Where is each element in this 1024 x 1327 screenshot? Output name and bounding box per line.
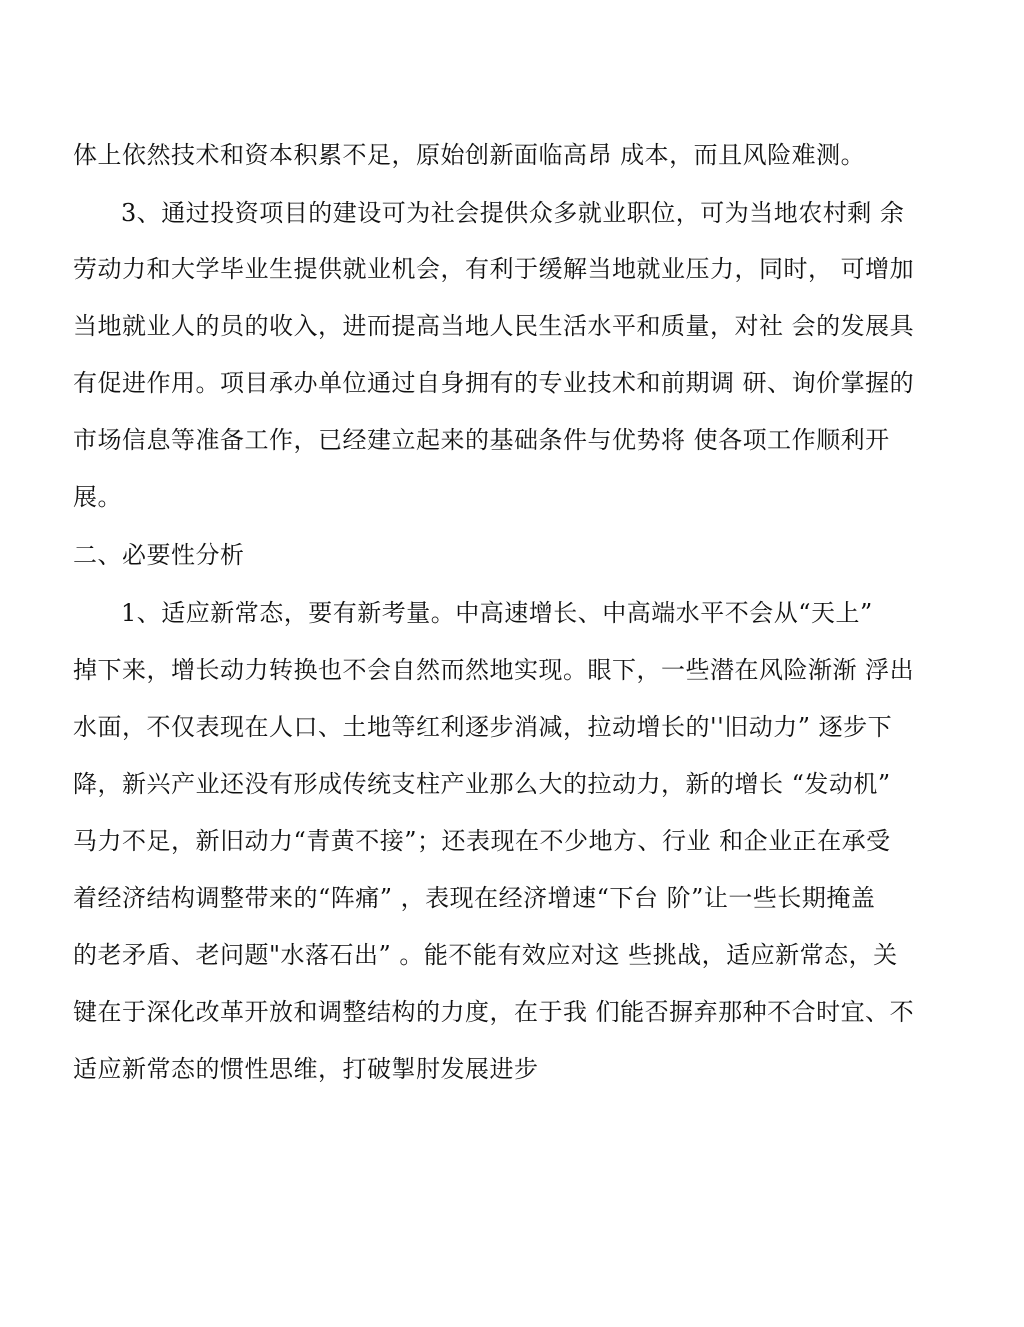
text-line: 键在于深化改革开放和调整结构的力度，在于我 们能否摒弃那种不合时宜、不 (73, 998, 915, 1026)
text-line: 当地就业人的员的收入，进而提高当地人民生活水平和质量，对社 会的发展具 (73, 312, 915, 340)
text-line: 适应新常态的惯性思维，打破掣肘发展进步 (73, 1055, 539, 1083)
text-line: 降，新兴产业还没有形成传统支柱产业那么大的拉动力，新的增长 “发动机” (73, 770, 891, 798)
text-line: 体上依然技术和资本积累不足，原始创新面临高昂 成本，而且风险难测。 (73, 141, 866, 169)
text-line: 1、适应新常态，要有新考量。中高速增长、中高端水平不会从“天上” (121, 599, 873, 627)
text-line: 有促进作用。项目承办单位通过自身拥有的专业技术和前期调 研、询价掌握的 (73, 369, 915, 397)
text-line: 市场信息等准备工作，已经建立起来的基础条件与优势将 使各项工作顺利开 (73, 426, 890, 454)
text-line: 的老矛盾、老问题"水落石出” 。能不能有效应对这 些挑战，适应新常态，关 (73, 941, 898, 969)
section-heading: 二、必要性分析 (73, 541, 245, 569)
text-line: 着经济结构调整带来的“阵痛” ，表现在经济增速“下台 阶”让一些长期掩盖 (73, 884, 876, 912)
text-line: 掉下来，增长动力转换也不会自然而然地实现。眼下，一些潜在风险渐渐 浮出 (73, 656, 915, 684)
text-line: 展。 (73, 483, 122, 511)
text-line: 劳动力和大学毕业生提供就业机会，有利于缓解当地就业压力，同时， 可增加 (73, 255, 915, 283)
text-line: 水面，不仅表现在人口、土地等红利逐步消减，拉动增长的''旧动力” 逐步下 (73, 713, 893, 741)
text-line: 3、通过投资项目的建设可为社会提供众多就业职位，可为当地农村剩 余 (121, 199, 905, 227)
text-line: 马力不足，新旧动力“青黄不接”；还表现在不少地方、行业 和企业正在承受 (73, 827, 891, 855)
